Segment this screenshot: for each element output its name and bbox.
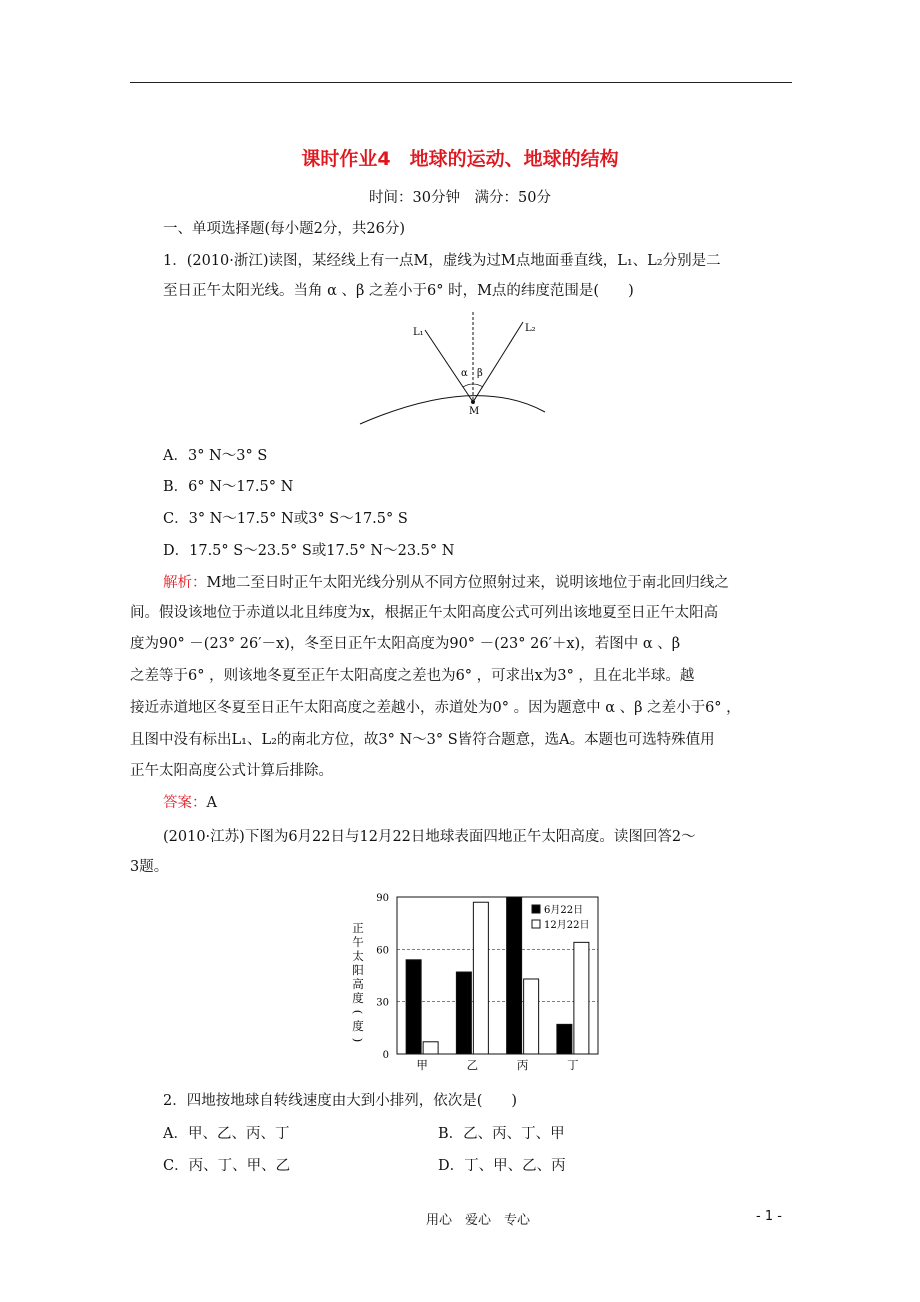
y-tick-label: 90 [376,893,389,904]
q1-stem-line2: 至日正午太阳光线。当角 α 、β 之差小于6° 时，M点的纬度范围是( ) [163,283,634,299]
section-heading: 一、单项选择题(每小题2分，共26分) [163,221,405,237]
y-axis-label-char: 午 [352,935,364,949]
label-m: M [469,406,480,417]
intro-line2: 3题。 [130,859,169,875]
analysis-line-5: 接近赤道地区冬夏至日正午太阳高度之差越小，赤道处为0° 。因为题意中 α 、β 之差小于6° ， [130,700,741,716]
earth-surface-arc [360,396,545,424]
bar-dec22 [423,1042,438,1054]
ray-l2 [473,322,523,402]
answer-value: A [206,795,217,811]
x-tick-label: 丙 [516,1058,529,1072]
x-tick-label: 甲 [416,1058,428,1072]
analysis-line-1 [163,571,729,592]
q2-option-b: B．乙、丙、丁、甲 [438,1126,565,1142]
q1-option-c: C．3° N～17.5° N或3° S～17.5° S [163,511,408,527]
bar-jun22 [456,972,471,1054]
page-title: 课时作业4 地球的运动、地球的结构 [301,148,619,170]
time-score-info: 时间：30分钟 满分：50分 [369,190,551,206]
y-axis-label-char: 阳 [352,963,364,977]
q1-option-a: A．3° N～3° S [163,448,268,464]
bar-jun22 [507,897,522,1054]
q1-option-b: B．6° N～17.5° N [163,479,294,495]
label-l1: L₁ [413,327,424,338]
label-beta: β [477,368,483,379]
q1-option-d: D．17.5° S～23.5° S或17.5° N～23.5° N [163,543,455,559]
q2-option-c: C．丙、丁、甲、乙 [163,1158,291,1174]
legend-label: 12月22日 [544,920,590,931]
answer-line [163,791,217,812]
legend-swatch [532,920,540,928]
y-axis-label-char: ( [351,1009,365,1015]
header-rule [130,82,792,83]
footer-motto: 用心 爱心 专心 [426,1213,531,1228]
noon-sun-altitude-chart [345,888,610,1073]
analysis-line-2: 间。假设该地位于赤道以北且纬度为x，根据正午太阳高度公式可列出该地夏至日正午太阳高 [130,605,719,621]
bar-dec22 [473,902,488,1054]
analysis-line-4: 之差等于6° ，则该地冬夏至正午太阳高度之差也为6° ，可求出x为3° ，且在北半球。越 [130,668,695,684]
analysis-line-7: 正午太阳高度公式计算后排除。 [130,763,333,779]
q2-stem: 2．四地按地球自转线速度由大到小排列，依次是( ) [163,1093,518,1109]
sun-ray-diagram [355,308,555,433]
ray-l1 [425,330,473,402]
legend-swatch [532,905,540,913]
bar-dec22 [574,942,589,1054]
bar-jun22 [406,960,421,1054]
q1-stem-line1: 1．(2010·浙江)读图，某经线上有一点M，虚线为过M点地面垂直线，L₁、L₂分别是二 [163,253,721,269]
y-axis-label-char: 太 [352,949,364,963]
analysis-line-6: 且图中没有标出L₁、L₂的南北方位，故3° N～3° S皆符合题意，选A。本题也可选特殊值用 [130,732,715,748]
y-axis-label-char: 正 [352,921,364,935]
y-tick-label: 30 [376,997,389,1009]
analysis-line-3: 度为90° －(23° 26′－x)，冬至日正午太阳高度为90° －(23° 26′＋x)，若图中 α 、β [130,636,681,652]
q2-option-a: A．甲、乙、丙、丁 [163,1126,290,1142]
y-axis-label-char: ) [351,1037,365,1043]
y-tick-label: 60 [376,945,389,957]
page-number: - 1 - [756,1209,782,1224]
label-l2: L₂ [525,323,536,334]
legend-label: 6月22日 [544,905,584,916]
q2-option-d: D．丁、甲、乙、丙 [438,1158,566,1174]
bar-dec22 [524,979,539,1054]
analysis-label: 解析： [163,575,207,591]
analysis-text-1: M地二至日时正午太阳光线分别从不同方位照射过来，说明该地位于南北回归线之 [206,575,729,591]
answer-label: 答案： [163,795,207,811]
y-axis-label-char: 度 [352,991,364,1005]
y-tick-label: 0 [382,1050,389,1061]
y-axis-label-char: 高 [352,977,364,991]
x-tick-label: 乙 [466,1058,479,1072]
label-alpha: α [461,368,468,379]
y-axis-label-char: 度 [352,1019,364,1033]
point-m [471,400,475,404]
bar-jun22 [557,1024,572,1054]
x-tick-label: 丁 [567,1058,579,1072]
intro-line1: (2010·江苏)下图为6月22日与12月22日地球表面四地正午太阳高度。读图回答2～ [163,829,696,845]
